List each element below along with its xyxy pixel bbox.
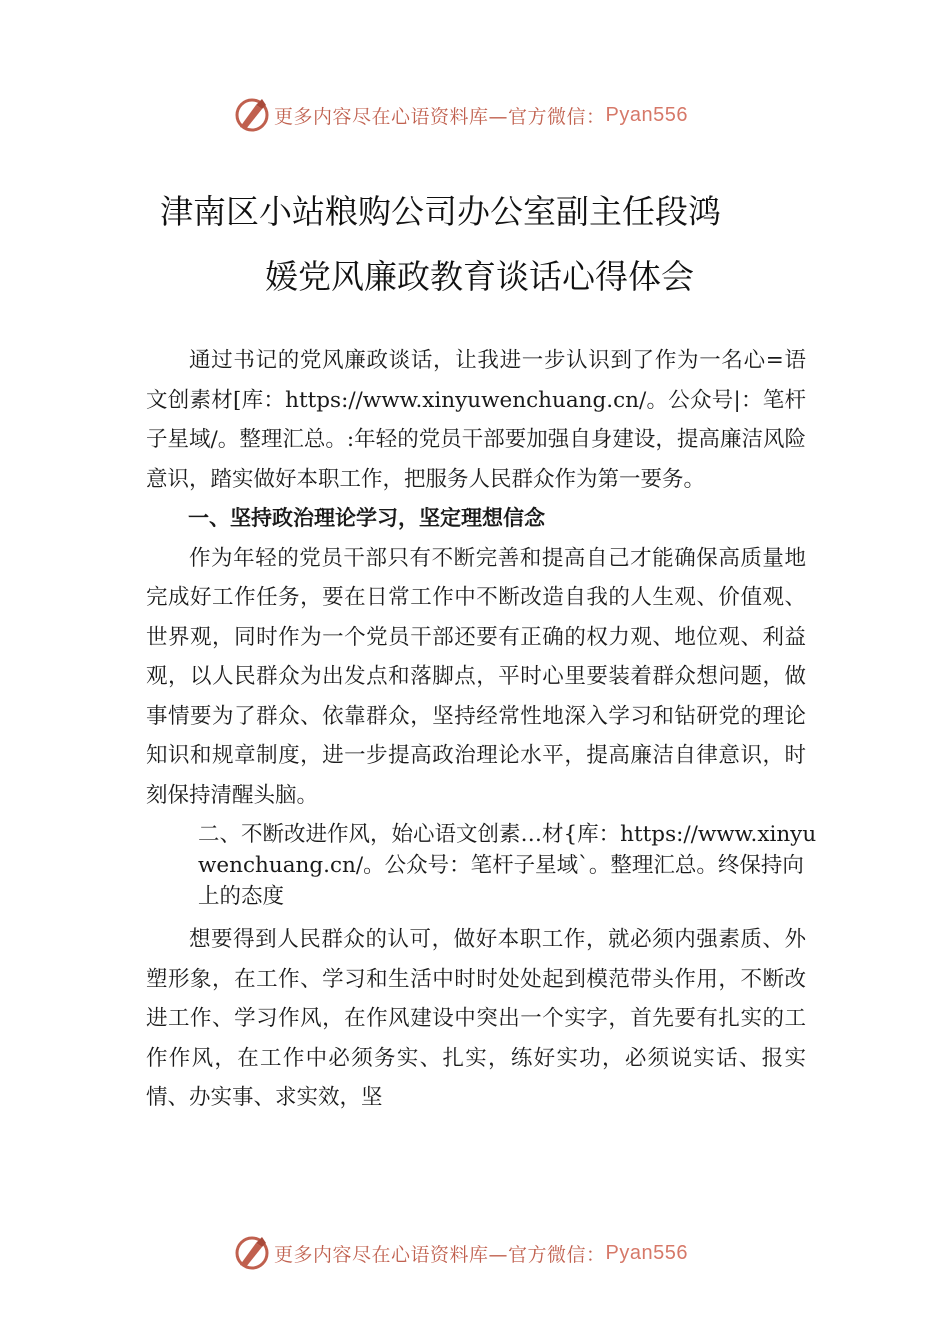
doc-title-line1: 津南区小站粮购公司办公室副主任段鸿 [160,192,721,231]
footer-banner [232,1231,688,1275]
header-banner [232,93,688,137]
section-heading-1: 一、坚持政治理论学习，坚定理想信念 [188,506,545,530]
wechat-id: Pyan556 [605,1241,688,1264]
banner-text: 更多内容尽在心语资料库—官方微信： [274,105,606,128]
section-heading-2: 二、不断改进作风，始心语文创素…材{库：https://www.xinyuwenchuang.cn/。公众号：笔杆子星域`。整理汇总。终保持向上的态度 [198,822,817,909]
paragraph-section-2: 想要得到人民群众的认可，做好本职工作，就必须内强素质、外塑形象，在工作、学习和生活中时时处处起到模范带头作用，不断改进工作、学习作风，在作风建设中突出一个实字，首先要有扎实的工作作风，在工作中必须务实、扎实，练好实功，必须说实话、报实情、办实事、求实效，坚 [146,927,806,1110]
doc-title-line2: 媛党风廉政教育谈话心得体会 [265,257,694,296]
pen-nib-icon [232,95,272,135]
banner-text: 更多内容尽在心语资料库—官方微信： [274,1243,606,1266]
wechat-id: Pyan556 [605,103,688,126]
pen-nib-icon [232,1233,272,1273]
doc-body [146,341,817,1118]
paragraph-section-1: 作为年轻的党员干部只有不断完善和提高自己才能确保高质量地完成好工作任务，要在日常工作中不断改造自我的人生观、价值观、世界观，同时作为一个党员干部还要有正确的权力观、地位观、利益观，以人民群众为出发点和落脚点，平时心里要装着群众想问题，做事情要为了群众、依靠群众，坚持经常性地深入学习和钻研党的理论知识和规章制度，进一步提高政治理论水平，提高廉洁自律意识，时刻保持清醒头脑。 [146,545,806,808]
paragraph-intro: 通过书记的党风廉政谈话，让我进一步认识到了作为一名心=语文创素材[库：https://www.xinyuwenchuang.cn/。公众号|：笔杆子星域/。整理汇总。:年轻的党员干部要加强自身建设，提高廉洁风险意识，踏实做好本职工作，把服务人民群众作为第一要务。 [146,348,806,492]
